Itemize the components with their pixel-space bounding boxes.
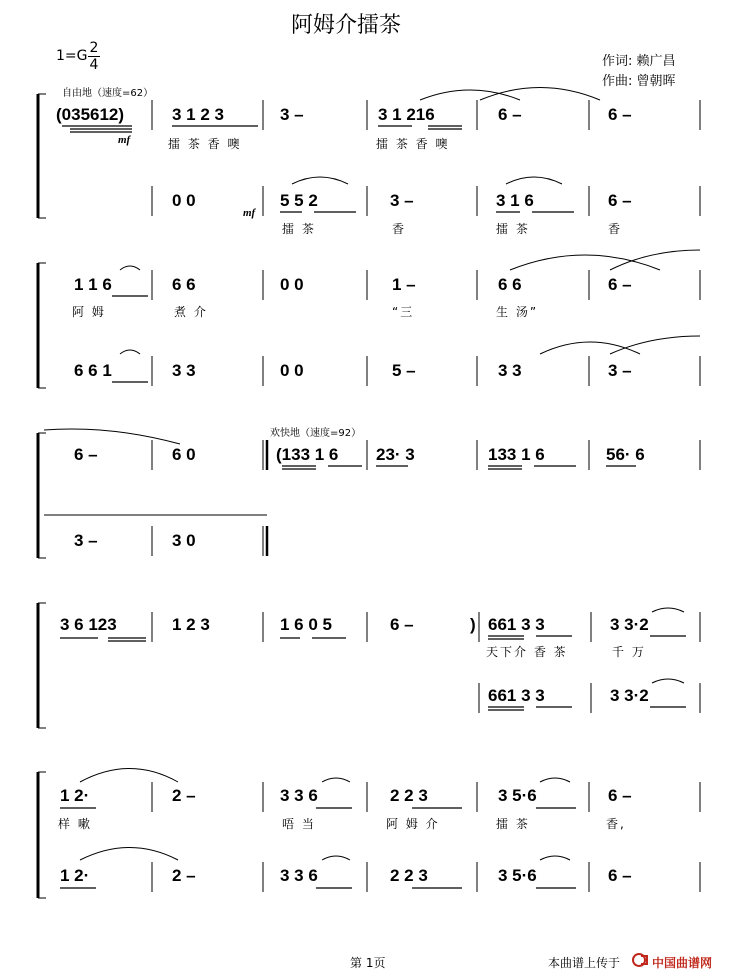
lyrics-r4-2: 千 万 bbox=[612, 645, 646, 659]
measure-r3l-2: 3 0 bbox=[172, 531, 196, 550]
measure-r4u-7: 3 3·2 bbox=[610, 615, 649, 634]
system-brace-1 bbox=[38, 94, 46, 218]
measure-r4u-6: 661 3 3 bbox=[488, 615, 545, 634]
lyrics-r5-1: 样 嗽 bbox=[58, 817, 92, 831]
measure-r2l-3: 0 0 bbox=[280, 361, 304, 380]
lyrics-r2-2: 煮 介 bbox=[174, 305, 208, 319]
lyricist-credit: 作词: 赖广昌 bbox=[602, 54, 676, 69]
measure-r2u-3: 0 0 bbox=[280, 275, 304, 294]
system-brace-3 bbox=[38, 433, 46, 558]
system-brace-2 bbox=[38, 263, 46, 388]
lyrics-r2-1: 阿 姆 bbox=[72, 305, 106, 319]
measure-r2l-5: 3 3 bbox=[498, 361, 522, 380]
measure-r5u-2: 2 – bbox=[172, 786, 196, 805]
lyrics-r5-4: 擂 茶 bbox=[496, 817, 530, 831]
lyrics-r1-2: 擂 茶 香 噢 bbox=[376, 137, 450, 151]
measure-r4l-1: 661 3 3 bbox=[488, 686, 545, 705]
measure-r4u-4: 6 – bbox=[390, 615, 414, 634]
measure-r2u-5: 6 6 bbox=[498, 275, 522, 294]
beams bbox=[60, 126, 686, 888]
measure-r4u-close-paren: ) bbox=[470, 615, 476, 634]
tempo-free: 自由地（速度=62） bbox=[62, 88, 154, 99]
measure-r1u-2: 3 1 2 3 bbox=[172, 105, 224, 124]
measure-r5l-4: 2 2 3 bbox=[390, 866, 428, 885]
measure-r3u-6: 56· 6 bbox=[606, 445, 645, 464]
lyrics-r1-1: 擂 茶 香 噢 bbox=[168, 137, 242, 151]
upload-note: 本曲谱上传于 bbox=[548, 956, 621, 970]
lyrics-r2-4: 生 汤” bbox=[496, 305, 539, 319]
measure-r5u-6: 6 – bbox=[608, 786, 632, 805]
measure-r3u-1: 6 – bbox=[74, 445, 98, 464]
time-signature-bottom: 4 bbox=[89, 57, 99, 73]
measure-r1l-5: 6 – bbox=[608, 191, 632, 210]
measure-r2l-4: 5 – bbox=[392, 361, 416, 380]
measure-r4l-2: 3 3·2 bbox=[610, 686, 649, 705]
key-signature: 1=G bbox=[56, 48, 88, 64]
measure-r3u-2: 6 0 bbox=[172, 445, 196, 464]
page-title: 阿姆介擂茶 bbox=[291, 13, 402, 38]
lyrics-r5-5: 香, bbox=[606, 817, 626, 831]
measure-r5l-5: 3 5·6 bbox=[498, 866, 537, 885]
measure-r1u-4: 3 1 216 bbox=[378, 105, 435, 124]
measure-r2l-6: 3 – bbox=[608, 361, 632, 380]
tempo-cheerful: 欢快地（速度=92） bbox=[270, 428, 362, 439]
site-name[interactable]: 中国曲谱网 bbox=[652, 956, 713, 970]
measure-r1u-3: 3 – bbox=[280, 105, 304, 124]
measure-r1u-5: 6 – bbox=[498, 105, 522, 124]
lyrics-r2-3: “三 bbox=[392, 305, 415, 319]
dynamic-mf-upper: mf bbox=[118, 134, 131, 146]
measure-r2u-6: 6 – bbox=[608, 275, 632, 294]
measure-r3u-5: 133 1 6 bbox=[488, 445, 545, 464]
measure-r5l-6: 6 – bbox=[608, 866, 632, 885]
lyrics-r4-1: 天下介 香 茶 bbox=[486, 645, 568, 659]
barlines-row-3 bbox=[44, 440, 700, 556]
composer-credit: 作曲: 曾朝晖 bbox=[602, 74, 676, 89]
lyrics-r1l-3: 擂 茶 bbox=[496, 222, 530, 236]
site-logo-icon bbox=[632, 952, 648, 966]
measure-r5l-2: 2 – bbox=[172, 866, 196, 885]
time-signature-top: 2 bbox=[89, 40, 99, 56]
measure-r2l-1: 6 6 1 bbox=[74, 361, 112, 380]
measure-r1u-1: (035612) bbox=[56, 105, 125, 124]
measure-r5u-1: 1 2· bbox=[60, 786, 90, 805]
measure-r5l-1: 1 2· bbox=[60, 866, 90, 885]
page-number: 第 1页 bbox=[350, 956, 386, 970]
measure-r3l-1: 3 – bbox=[74, 531, 98, 550]
measure-r3u-3: (133 1 6 bbox=[276, 445, 339, 464]
measure-r5l-3: 3 3 6 bbox=[280, 866, 318, 885]
measure-r2u-1: 1 1 6 bbox=[74, 275, 112, 294]
measure-r1u-6: 6 – bbox=[608, 105, 632, 124]
measure-r2u-2: 6 6 bbox=[172, 275, 196, 294]
measure-r4u-1: 3 6 123 bbox=[60, 615, 117, 634]
lyrics-r1l-4: 香 bbox=[608, 222, 623, 236]
slurs bbox=[44, 88, 700, 861]
lyrics-r5-2: 唔 当 bbox=[282, 817, 316, 831]
measure-r1l-2: 5 5 2 bbox=[280, 191, 318, 210]
measure-r1l-4: 3 1 6 bbox=[496, 191, 534, 210]
lyrics-r5-3: 阿 姆 介 bbox=[386, 817, 440, 831]
system-brace-5 bbox=[38, 772, 46, 898]
measure-r3u-4: 23· 3 bbox=[376, 445, 415, 464]
measure-r2l-2: 3 3 bbox=[172, 361, 196, 380]
lyrics-r1l-1: 擂 茶 bbox=[282, 222, 316, 236]
measure-r5u-4: 2 2 3 bbox=[390, 786, 428, 805]
measure-r5u-5: 3 5·6 bbox=[498, 786, 537, 805]
measure-r5u-3: 3 3 6 bbox=[280, 786, 318, 805]
measure-r2u-4: 1 – bbox=[392, 275, 416, 294]
lyrics-r1l-2: 香 bbox=[392, 222, 407, 236]
measure-r4u-2: 1 2 3 bbox=[172, 615, 210, 634]
dynamic-mf-lower: mf bbox=[243, 207, 256, 219]
measure-r4u-3: 1 6 0 5 bbox=[280, 615, 332, 634]
system-brace-4 bbox=[38, 603, 46, 728]
measure-r1l-3: 3 – bbox=[390, 191, 414, 210]
measure-r1l-1: 0 0 bbox=[172, 191, 196, 210]
